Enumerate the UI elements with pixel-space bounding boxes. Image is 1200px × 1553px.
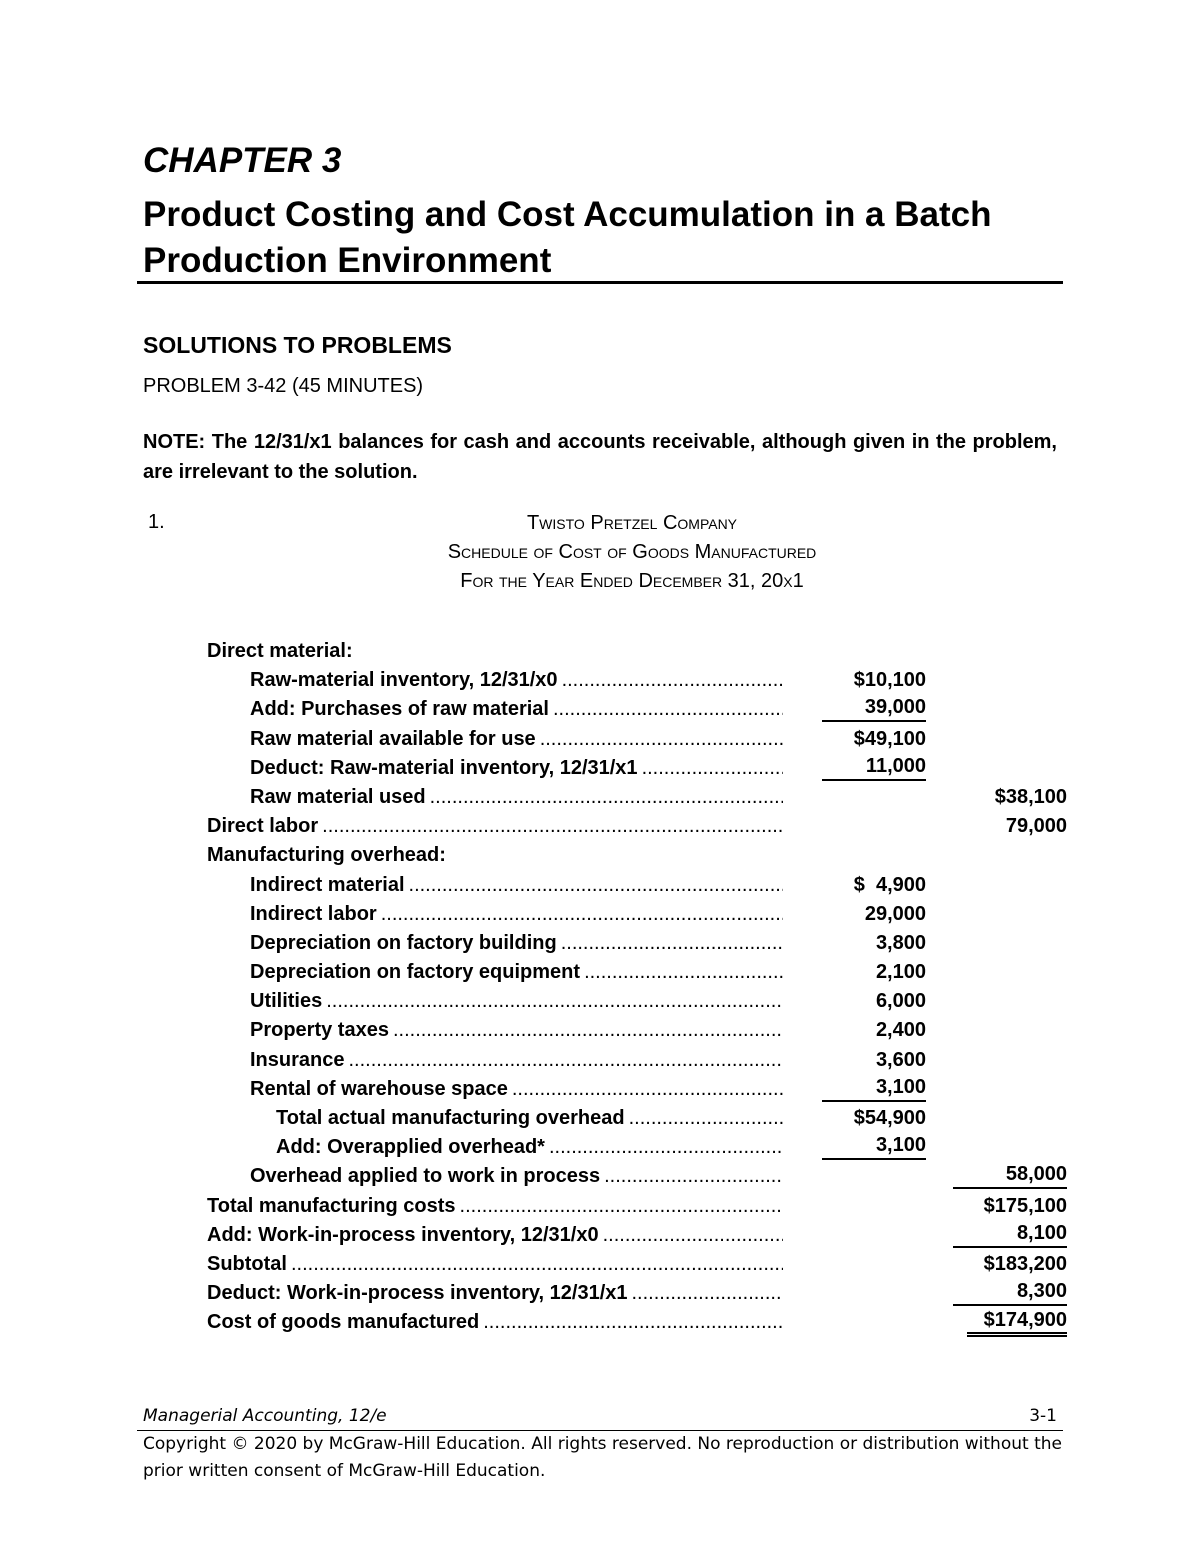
table-row (0, 1016, 1200, 1045)
row-label: Utilities (250, 990, 323, 1013)
dot-leader (326, 987, 783, 1016)
table-row (0, 1279, 1200, 1308)
column-1-value: 11,000 (822, 754, 926, 781)
column-1-value: 2,100 (875, 961, 926, 984)
column-1-value: 6,000 (875, 990, 926, 1013)
table-row (0, 812, 1200, 841)
item-number: 1. (148, 511, 165, 533)
dot-leader (632, 1279, 784, 1308)
dot-leader (348, 1046, 783, 1075)
row-label: Add: Purchases of raw material (250, 698, 549, 721)
footer-page-number: 3-1 (1029, 1406, 1057, 1426)
dot-leader (584, 958, 783, 987)
row-label: Insurance (250, 1048, 345, 1071)
dot-leader (604, 1162, 783, 1191)
table-row (0, 695, 1200, 724)
table-row (0, 1075, 1200, 1104)
column-2-value: 79,000 (1005, 815, 1067, 838)
title-divider (137, 281, 1063, 284)
table-row (0, 637, 1200, 666)
column-2-value: $38,100 (994, 785, 1067, 808)
row-label: Add: Work-in-process inventory, 12/31/x0 (207, 1223, 599, 1246)
row-label: Raw material used (250, 785, 426, 808)
column-2-value: 58,000 (953, 1162, 1067, 1189)
column-1-value: 3,100 (822, 1133, 926, 1160)
table-row (0, 929, 1200, 958)
table-row (0, 958, 1200, 987)
dot-leader (291, 1250, 783, 1279)
schedule-title: Schedule of Cost of Goods Manufactured (447, 541, 817, 563)
table-row (0, 1133, 1200, 1162)
column-2-value: $175,100 (983, 1194, 1067, 1217)
column-1-value: 3,100 (822, 1075, 926, 1102)
dot-leader (512, 1075, 783, 1104)
dot-leader (460, 1192, 783, 1221)
table-row (0, 1046, 1200, 1075)
row-label: Manufacturing overhead: (207, 844, 446, 867)
column-1-value: $ 4,900 (853, 873, 926, 896)
table-row (0, 666, 1200, 695)
row-label: Overhead applied to work in process (250, 1165, 601, 1188)
table-row (0, 725, 1200, 754)
row-label: Deduct: Work-in-process inventory, 12/31/x1 (207, 1282, 628, 1305)
dot-leader (629, 1104, 783, 1133)
column-1-value: 29,000 (864, 902, 926, 925)
row-label: Cost of goods manufactured (207, 1311, 480, 1334)
row-label: Subtotal (207, 1252, 287, 1275)
column-1-value: 39,000 (822, 695, 926, 722)
chapter-title: Product Costing and Cost Accumulation in a Batch Production Environment (143, 195, 992, 280)
column-1-value: 2,400 (875, 1019, 926, 1042)
row-label: Property taxes (250, 1019, 389, 1042)
column-1-value: $49,100 (853, 727, 926, 750)
table-row (0, 841, 1200, 870)
row-label: Indirect material (250, 873, 405, 896)
row-label: Total manufacturing costs (207, 1194, 456, 1217)
row-label: Raw-material inventory, 12/31/x0 (250, 669, 558, 692)
column-1-value: 3,800 (875, 931, 926, 954)
dot-leader (540, 725, 783, 754)
row-label: Raw material available for use (250, 727, 536, 750)
table-row (0, 1162, 1200, 1191)
row-label: Rental of warehouse space (250, 1077, 508, 1100)
table-row (0, 871, 1200, 900)
table-row (0, 1308, 1200, 1337)
row-label: Total actual manufacturing overhead (276, 1107, 625, 1129)
column-2-value: 8,300 (953, 1279, 1067, 1306)
column-2-value: $174,900 (967, 1308, 1067, 1337)
column-2-value: 8,100 (953, 1221, 1067, 1248)
column-1-value: $54,900 (853, 1107, 926, 1129)
row-label: Deduct: Raw-material inventory, 12/31/x1 (250, 756, 638, 779)
column-1-value: $10,100 (853, 669, 926, 692)
company-name: Twisto Pretzel Company (526, 512, 738, 534)
dot-leader (553, 695, 783, 724)
dot-leader (483, 1308, 783, 1337)
row-label: Depreciation on factory equipment (250, 961, 581, 984)
row-label: Direct material: (207, 640, 353, 662)
schedule-period: For the Year Ended December 31, 20x1 (460, 570, 804, 592)
column-1-value: 3,600 (875, 1048, 926, 1071)
table-row (0, 783, 1200, 812)
table-row (0, 1221, 1200, 1250)
row-label: Direct labor (207, 815, 319, 838)
footer-book-title: Managerial Accounting, 12/e (143, 1406, 387, 1426)
table-row (0, 1104, 1200, 1133)
dot-leader (642, 754, 783, 783)
table-row (0, 754, 1200, 783)
schedule-heading (332, 509, 932, 596)
chapter-number: CHAPTER 3 (143, 141, 342, 180)
dot-leader (549, 1133, 783, 1162)
row-label: Add: Overapplied overhead* (276, 1136, 545, 1159)
table-row (0, 900, 1200, 929)
copyright-notice: Copyright © 2020 by McGraw-Hill Education. All rights reserved. No reproduction or distribution without the prior written consent of McGraw-Hill Education. (143, 1434, 1062, 1481)
dot-leader (430, 783, 783, 812)
row-label: Indirect labor (250, 902, 377, 925)
dot-leader (603, 1221, 783, 1250)
dot-leader (381, 900, 783, 929)
table-row (0, 1250, 1200, 1279)
cost-schedule-table (0, 637, 1200, 1338)
row-label: Depreciation on factory building (250, 931, 557, 954)
dot-leader (562, 666, 783, 695)
dot-leader (409, 871, 783, 900)
note-paragraph: NOTE: The 12/31/x1 balances for cash and accounts receivable, although given in the problem, are irrelevant to the solution. (143, 431, 1057, 483)
dot-leader (393, 1016, 783, 1045)
column-2-value: $183,200 (983, 1252, 1067, 1275)
dot-leader (322, 812, 783, 841)
table-row (0, 1192, 1200, 1221)
table-row (0, 987, 1200, 1016)
problem-label: PROBLEM 3-42 (45 MINUTES) (143, 375, 424, 397)
section-title: SOLUTIONS TO PROBLEMS (143, 332, 452, 358)
dot-leader (561, 929, 783, 958)
